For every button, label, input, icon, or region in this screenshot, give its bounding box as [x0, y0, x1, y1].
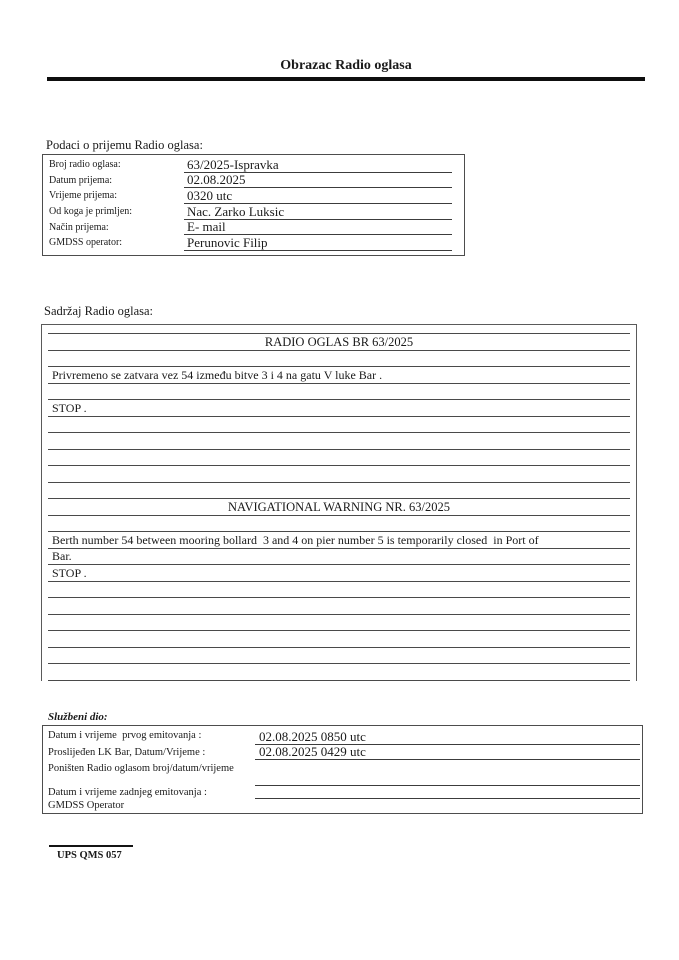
- field-label: Broj radio oglasa:: [49, 158, 121, 170]
- content-box: [41, 324, 637, 681]
- content-line: RADIO OGLAS BR 63/2025: [48, 334, 630, 351]
- content-line: [48, 598, 630, 615]
- content-line: Berth number 54 between mooring bollard 3 and 4 on pier number 5 is temporarily closed in Port of: [48, 532, 630, 549]
- reception-row: [43, 220, 464, 236]
- field-label: GMDSS operator:: [49, 237, 123, 249]
- field-value: [255, 799, 640, 813]
- field-value: 02.08.2025: [184, 173, 452, 189]
- field-label: GMDSS Operator: [48, 800, 125, 812]
- content-line: [48, 582, 630, 599]
- content-heading: Sadržaj Radio oglasa:: [44, 304, 153, 319]
- field-value: E- mail: [184, 220, 452, 236]
- field-value: Perunovic Filip: [184, 235, 452, 251]
- footer-rule: [49, 845, 133, 847]
- content-line: [48, 466, 630, 483]
- field-label: Od koga je primljen:: [49, 205, 133, 217]
- content-line: [48, 417, 630, 434]
- field-value: 0320 utc: [184, 188, 452, 204]
- reception-row: [43, 173, 464, 189]
- content-line: [48, 325, 630, 334]
- content-line: [48, 664, 630, 681]
- field-value: [255, 760, 640, 786]
- reception-row: [43, 157, 464, 173]
- field-value: 63/2025-Ispravka: [184, 157, 452, 173]
- field-label: Datum prijema:: [49, 174, 113, 186]
- content-line: [48, 384, 630, 401]
- reception-table: [42, 154, 465, 256]
- content-line: [48, 433, 630, 450]
- official-row: [43, 726, 642, 745]
- official-row: [43, 760, 642, 786]
- title-block: [47, 57, 645, 81]
- field-value: Nac. Zarko Luksic: [184, 204, 452, 220]
- field-value: 02.08.2025 0850 utc: [255, 726, 640, 745]
- content-line: Bar.: [48, 549, 630, 566]
- official-row: [43, 745, 642, 760]
- reception-row: [43, 235, 464, 251]
- content-line: [48, 648, 630, 665]
- content-line: STOP .: [48, 565, 630, 582]
- field-label: Način prijema:: [49, 221, 109, 233]
- content-line: [48, 631, 630, 648]
- content-line: NAVIGATIONAL WARNING NR. 63/2025: [48, 499, 630, 516]
- official-row: [43, 799, 642, 813]
- content-line: [48, 483, 630, 500]
- content-line: Privremeno se zatvara vez 54 između bitve 3 i 4 na gatu V luke Bar .: [48, 367, 630, 384]
- field-label: Datum i vrijeme prvog emitovanja :: [48, 729, 202, 741]
- content-line: [48, 615, 630, 632]
- field-label: Proslijeđen LK Bar, Datum/Vrijeme :: [48, 746, 206, 758]
- reception-heading: Podaci o prijemu Radio oglasa:: [46, 138, 203, 152]
- official-heading: Službeni dio:: [48, 710, 108, 723]
- official-row: [43, 786, 642, 799]
- content-line: STOP .: [48, 400, 630, 417]
- document-title: Obrazac Radio oglasa: [280, 58, 412, 73]
- reception-row: [43, 204, 464, 220]
- reception-row: [43, 188, 464, 204]
- field-value: [255, 786, 640, 799]
- footer-code: UPS QMS 057: [57, 849, 122, 861]
- footer: [0, 845, 679, 862]
- field-value: 02.08.2025 0429 utc: [255, 745, 640, 760]
- content-line: [48, 516, 630, 533]
- content-line: [48, 450, 630, 467]
- field-label: Vrijeme prijema:: [49, 190, 117, 202]
- title-rule: [47, 77, 645, 81]
- field-label: Datum i vrijeme zadnjeg emitovanja :: [48, 786, 207, 798]
- field-label: Poništen Radio oglasom broj/datum/vrijeme: [48, 762, 234, 774]
- content-line: [48, 351, 630, 368]
- official-table: [42, 725, 643, 814]
